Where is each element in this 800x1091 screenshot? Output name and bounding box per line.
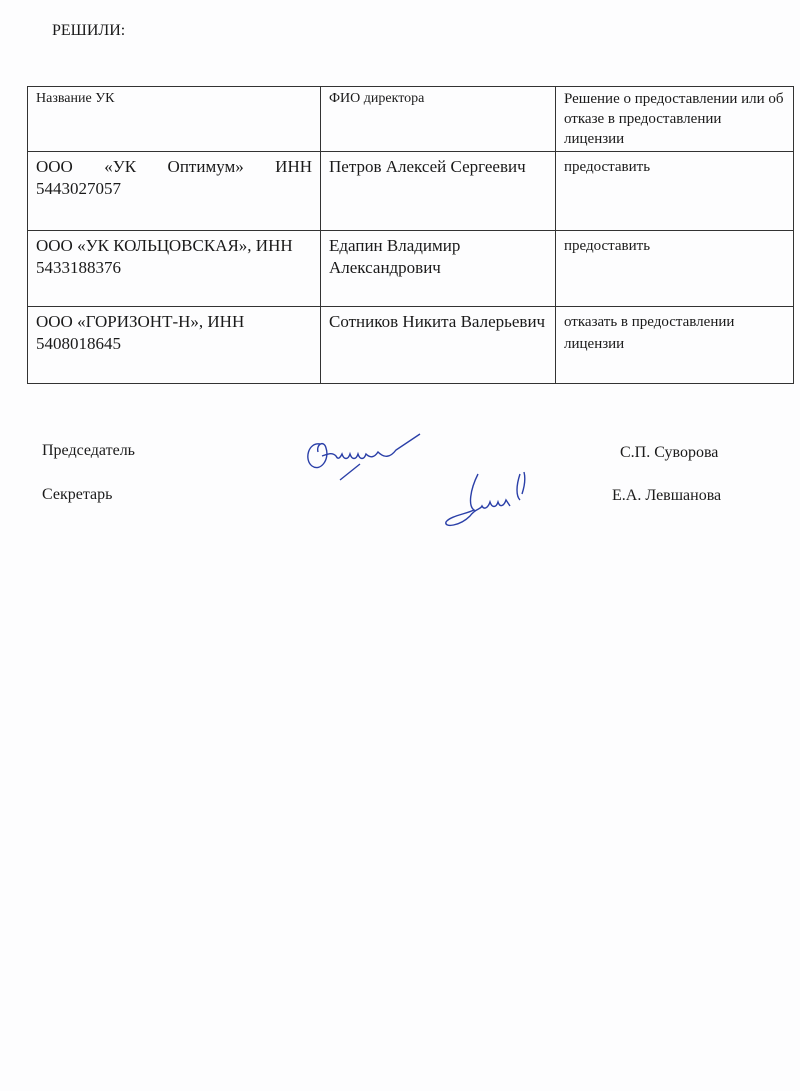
header-decision: Решение о предоставлении или об отказе в предоставлении лицензии	[556, 87, 794, 152]
director-cell: Петров Алексей Сергеевич	[321, 152, 556, 231]
decision-cell: предоставить	[556, 152, 794, 231]
company-cell: ООО «УК Оптимум» ИНН 5443027057	[28, 152, 321, 231]
table-header-row	[28, 87, 794, 152]
header-company: Название УК	[28, 87, 321, 152]
license-decisions-table	[27, 86, 794, 384]
decision-cell: отказать в предоставлении лицензии	[556, 307, 794, 384]
chair-name: С.П. Суворова	[620, 444, 719, 461]
chair-label: Председатель	[42, 442, 135, 459]
director-cell: Едапин Владимир Александрович	[321, 231, 556, 307]
secretary-signature	[440, 470, 540, 530]
decision-heading: РЕШИЛИ:	[52, 22, 126, 39]
company-cell: ООО «УК КОЛЬЦОВСКАЯ», ИНН 5433188376	[28, 231, 321, 307]
director-cell: Сотников Никита Валерьевич	[321, 307, 556, 384]
company-cell: ООО «ГОРИЗОНТ-Н», ИНН 5408018645	[28, 307, 321, 384]
secretary-label: Секретарь	[42, 486, 113, 503]
decision-cell: предоставить	[556, 231, 794, 307]
header-director: ФИО директора	[321, 87, 556, 152]
chair-signature	[300, 430, 430, 490]
table-row	[28, 307, 794, 384]
secretary-name: Е.А. Левшанова	[612, 487, 722, 504]
table-row	[28, 231, 794, 307]
table-row	[28, 152, 794, 231]
